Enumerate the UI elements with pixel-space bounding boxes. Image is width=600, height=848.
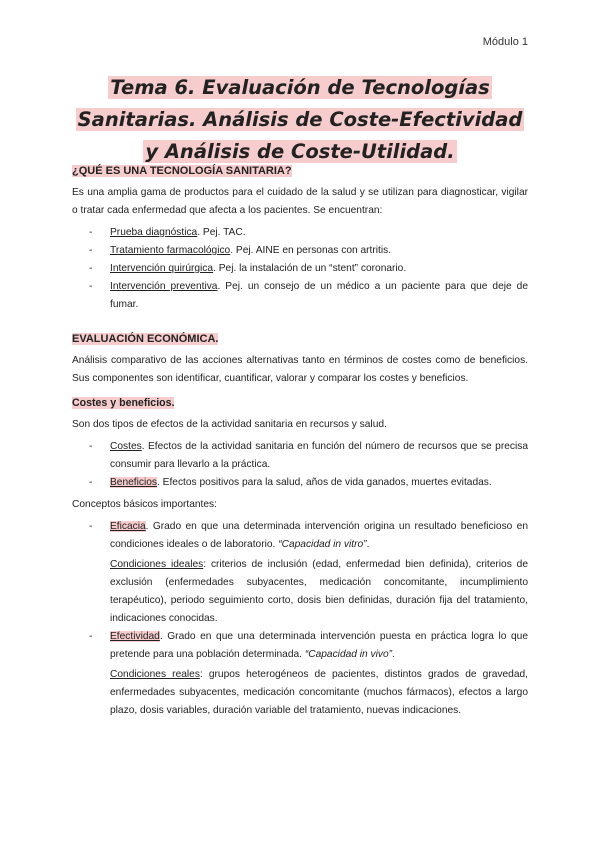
section-intro-evaluacion: Análisis comparativo de las acciones alternativas tanto en términos de costes como de beneficios. Sus componentes son identificar, cuantificar, valorar y comparar los costes y beneficios. <box>72 355 528 384</box>
document-body <box>72 162 528 724</box>
list-item: - Intervención preventiva. Pej. un consejo de un médico a un paciente para que deje de fumar. <box>89 281 528 310</box>
technology-list <box>72 224 528 314</box>
list-item: - Intervención quirúrgica. Pej. la instalación de un “stent” coronario. <box>89 263 407 274</box>
section-heading-tecnologia: ¿QUÉ ES UNA TECNOLOGÍA SANITARIA? <box>72 165 292 177</box>
concepts-list <box>72 518 528 720</box>
module-label: Módulo 1 <box>482 36 528 48</box>
subsection-intro-costes: Son dos tipos de efectos de la actividad sanitaria en recursos y salud. <box>72 419 387 430</box>
concepts-label: Conceptos básicos importantes: <box>72 499 217 510</box>
concept-detail: Condiciones reales: grupos heterogéneos de pacientes, distintos grados de gravedad, enfermedades subyacentes, medicación concomitante (muchos fármacos), efectos a largo plazo, dosis variables, duración variable del tratamiento, nuevas indicaciones. <box>110 669 528 716</box>
costs-list <box>72 438 528 492</box>
list-item: - Beneficios. Efectos positivos para la salud, años de vida ganados, muertes evitadas. <box>89 477 492 488</box>
subsection-heading-costes: Costes y beneficios. <box>72 397 175 409</box>
list-item: - Efectividad. Grado en que una determinada intervención puesta en práctica logra lo que pretende para una población determinada. “Capacidad in vivo”. Condiciones reales: grupos heterogéneos de pacientes, distintos grados de gravedad, enfermedades subyacentes, medicación concomitante (muchos fármacos), efectos a largo plazo, dosis variables, duración variable del tratamiento, nuevas indicaciones. <box>72 628 528 720</box>
list-item: - Eficacia. Grado en que una determinada intervención origina un resultado beneficioso en condiciones ideales o de laboratorio. “Capacidad in vitro”. Condiciones ideales: criterios de inclusión (edad, enfermedad bien definida), criterios de exclusión (enfermedades subyacentes, medicación concomitante, incumplimiento terapéutico), periodo seguimiento corto, dosis bien definidas, duración fija del tratamiento, indicaciones conocidas. <box>72 518 528 628</box>
list-item: - Costes. Efectos de la actividad sanitaria en función del número de recursos que se precisa consumir para llevarlo a la práctica. <box>89 441 528 470</box>
title-block <box>72 72 528 168</box>
page-title: Tema 6. Evaluación de Tecnologías Sanitarias. Análisis de Coste-Efectividad y Análisis de Coste-Utilidad. <box>77 76 523 163</box>
list-item: - Tratamiento farmacológico. Pej. AINE en personas con artritis. <box>89 245 392 256</box>
section-intro-tecnologia: Es una amplia gama de productos para el cuidado de la salud y se utilizan para diagnosticar, vigilar o tratar cada enfermedad que afecta a los pacientes. Se encuentran: <box>72 187 528 216</box>
list-item: - Prueba diagnóstica. Pej. TAC. <box>89 227 246 238</box>
concept-detail: Condiciones ideales: criterios de inclusión (edad, enfermedad bien definida), criterios de exclusión (enfermedades subyacentes, medicación concomitante, incumplimiento terapéutico), periodo seguimiento corto, dosis bien definidas, duración fija del tratamiento, indicaciones conocidas. <box>110 559 528 624</box>
section-heading-evaluacion: EVALUACIÓN ECONÓMICA. <box>72 333 219 345</box>
